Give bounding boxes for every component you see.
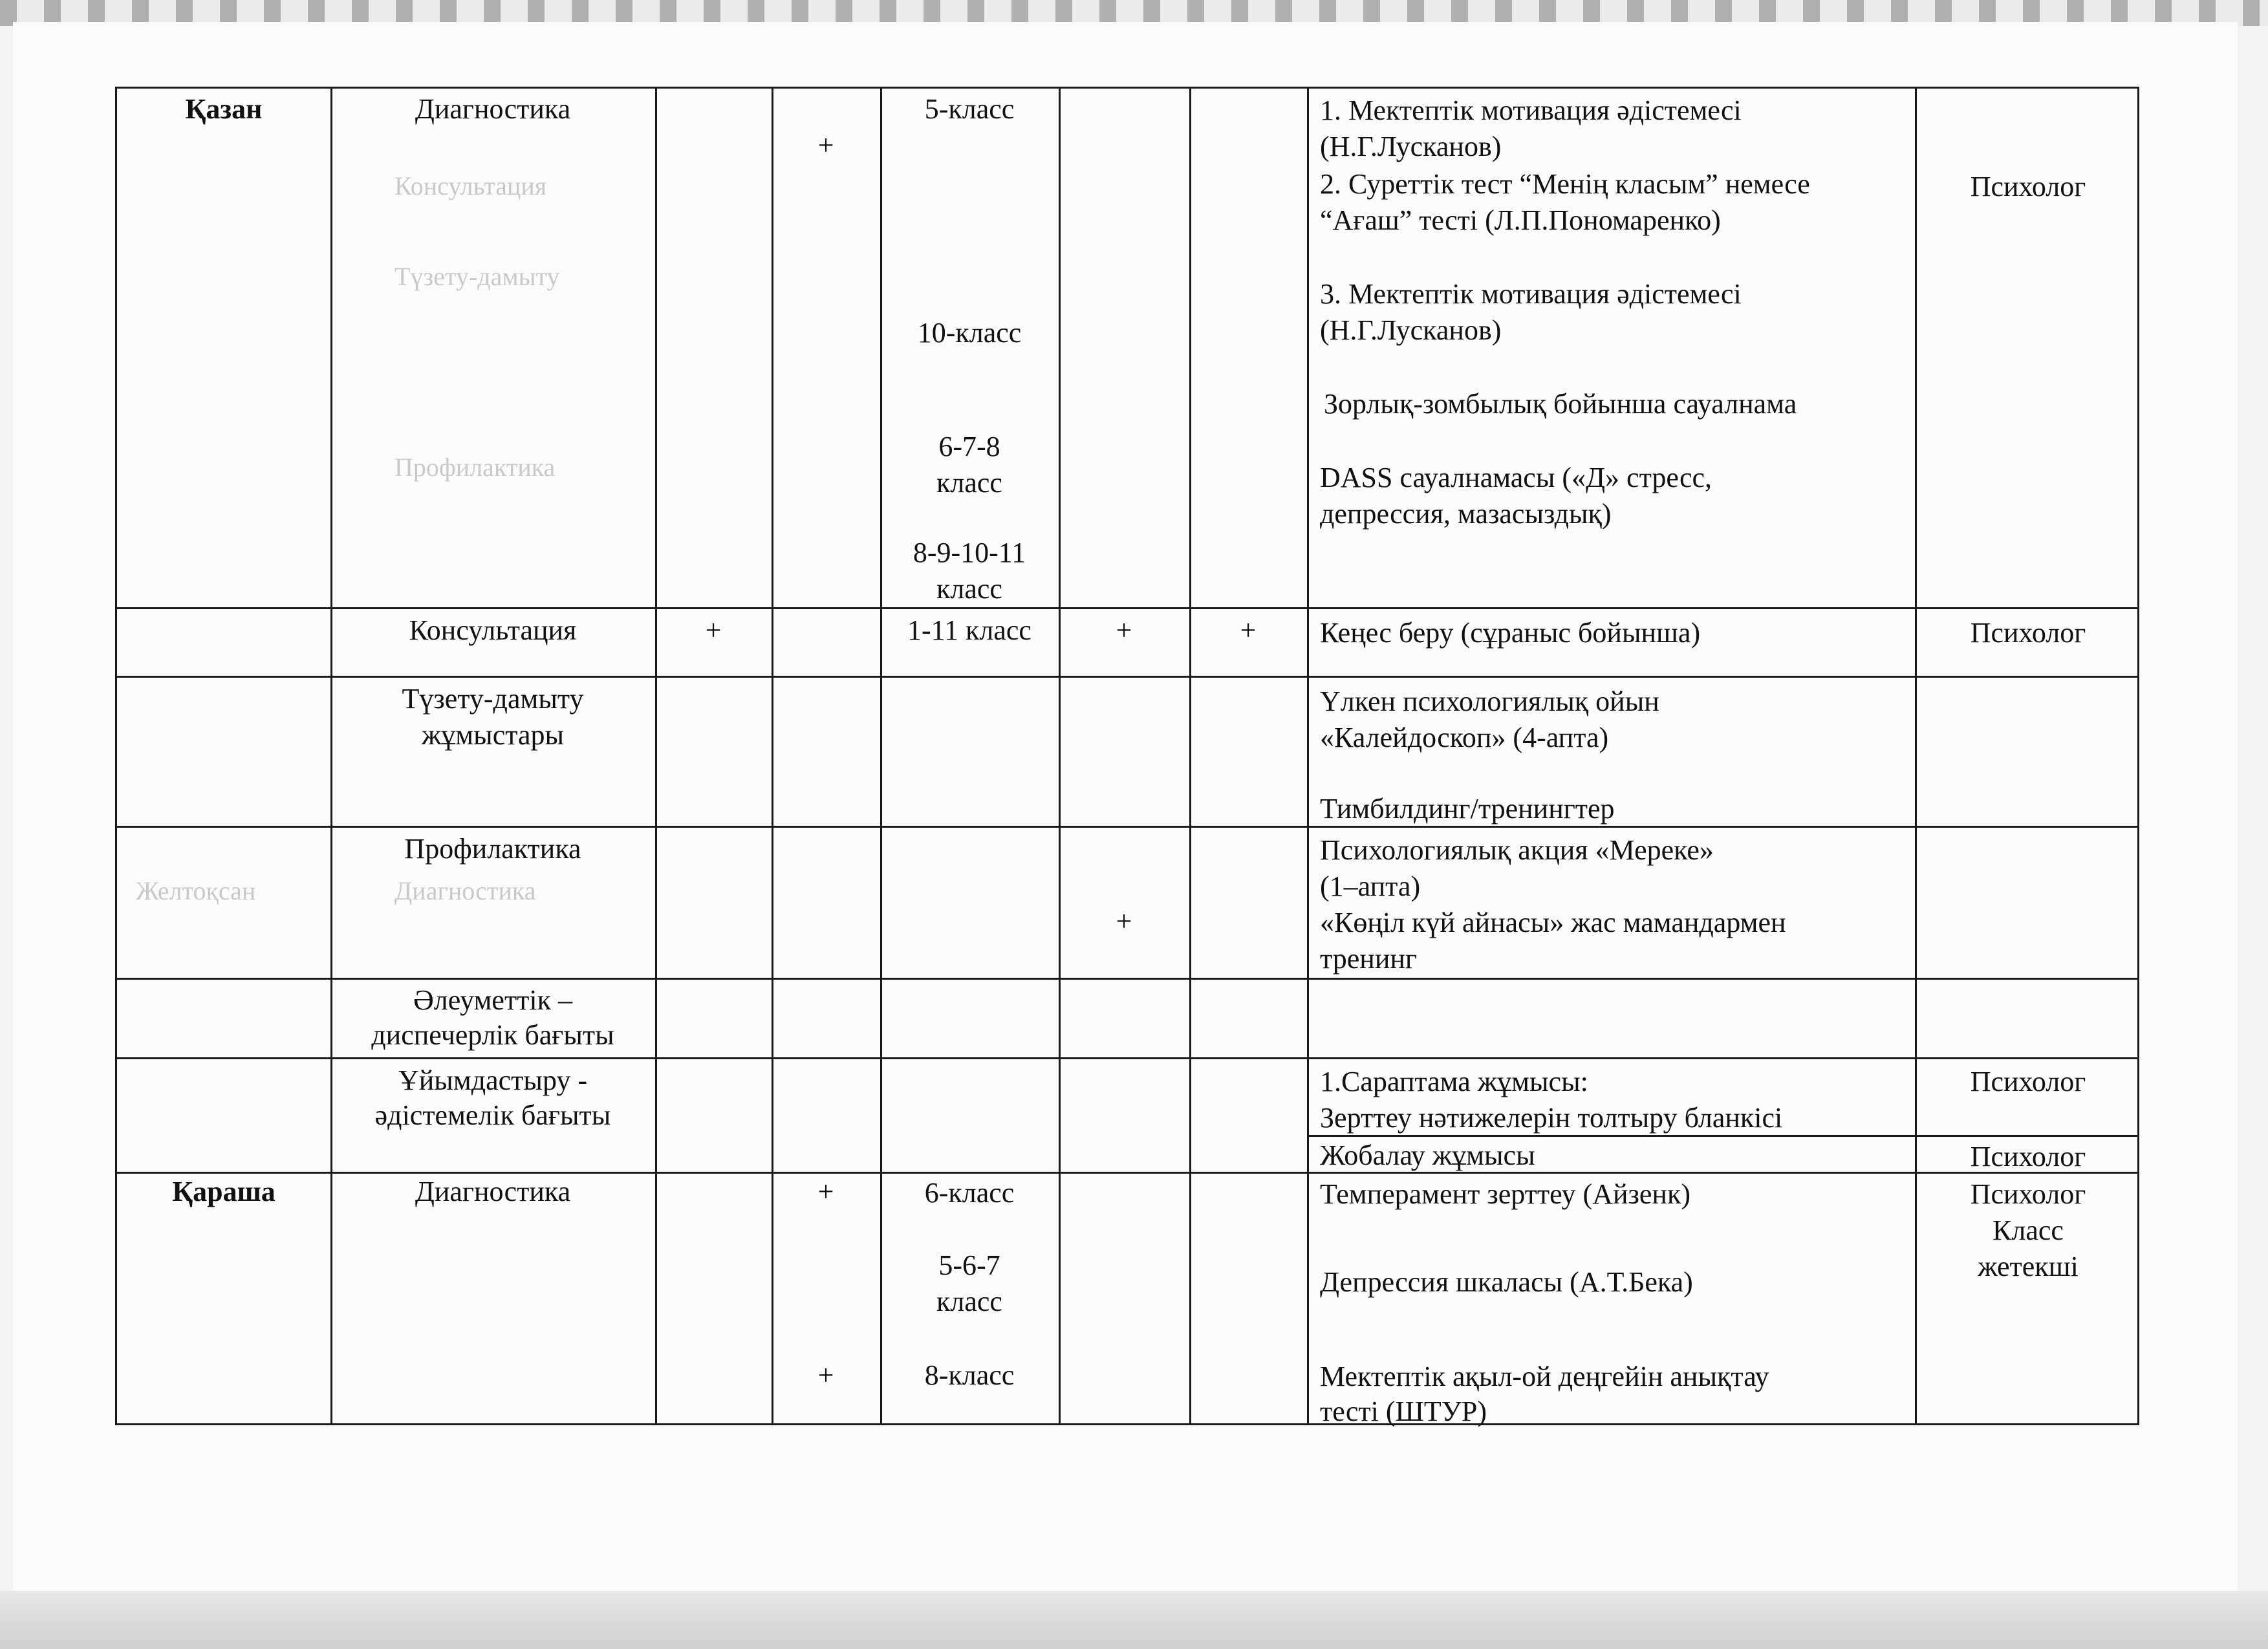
content-line: «Калейдоскоп» (4-апта) [1320, 722, 1609, 753]
class-value: 8-класс [924, 1359, 1015, 1391]
direction-correction: жұмыстары [421, 719, 565, 751]
content-line: Мектептік ақыл-ой деңгейін анықтау [1320, 1361, 1769, 1392]
content-line: Тимбилдинг/тренингтер [1320, 793, 1615, 824]
content-line: (1–апта) [1320, 870, 1421, 902]
direction-consultation: Консультация [409, 614, 577, 646]
plus-mark: + [705, 614, 722, 646]
content-line: депрессия, мазасыздық) [1320, 498, 1612, 530]
content-line: (Н.Г.Лусканов) [1320, 131, 1502, 162]
plus-mark: + [1116, 905, 1132, 937]
content-line: Темперамент зерттеу (Айзенк) [1320, 1178, 1691, 1210]
content-line: DASS сауалнамасы («Д» стресс, [1320, 462, 1712, 493]
row-divider [117, 978, 2137, 980]
direction-diagnostics: Диагностика [415, 93, 571, 125]
responsible: Психолог [1970, 1141, 2086, 1172]
direction-prevention: Профилактика [404, 833, 581, 865]
plus-mark: + [1240, 614, 1257, 646]
plus-mark: + [817, 1359, 834, 1391]
responsible: Психолог [1970, 171, 2086, 202]
content-line: Психологиялық акция «Мереке» [1320, 834, 1714, 866]
bleed-through-text: Диагностика [394, 876, 536, 905]
column-divider [880, 89, 882, 1423]
content-line: Зерттеу нәтижелерін толтыру бланкісі [1320, 1102, 1783, 1134]
bleed-through-text: Түзету-дамыту [394, 262, 560, 291]
month-november: Қараша [172, 1176, 275, 1207]
responsible: Психолог [1970, 1178, 2086, 1210]
content-line: «Көңіл күй айнасы» жас мамандармен [1320, 907, 1786, 938]
plus-mark: + [1116, 614, 1132, 646]
content-line: Кеңес беру (сұраныс бойынша) [1320, 617, 1701, 649]
plus-mark: + [817, 129, 834, 161]
content-line: 2. Суреттік тест “Менің класым” немесе [1320, 168, 1810, 200]
class-value: 5-6-7 [938, 1249, 1000, 1281]
responsible: Психолог [1970, 1066, 2086, 1097]
responsible: жетекші [1978, 1251, 2079, 1282]
bleed-through-text: Консультация [394, 171, 547, 200]
content-line: (Н.Г.Лусканов) [1320, 314, 1502, 346]
content-line: Жобалау жұмысы [1320, 1139, 1535, 1171]
content-line: Зорлық-зомбылық бойынша сауалнама [1324, 388, 1797, 420]
class-value: 8-9-10-11 [913, 537, 1026, 568]
responsible: Психолог [1970, 617, 2086, 649]
direction-organizational: әдістемелік бағыты [374, 1099, 611, 1131]
content-line: тренинг [1320, 943, 1417, 975]
row-divider [117, 607, 2137, 609]
responsible: Класс [1993, 1214, 2064, 1246]
direction-correction: Түзету-дамыту [402, 683, 584, 715]
content-line: “Ағаш” тесті (Л.П.Пономаренко) [1320, 204, 1721, 236]
plus-mark: + [817, 1176, 834, 1207]
class-value: 10-класс [917, 317, 1022, 349]
class-value: класс [936, 573, 1002, 605]
row-divider [117, 676, 2137, 678]
class-value: класс [936, 1286, 1002, 1317]
column-divider [1059, 89, 1061, 1423]
class-value: 6-7-8 [938, 431, 1000, 462]
content-line: 3. Мектептік мотивация әдістемесі [1320, 278, 1742, 310]
column-divider [772, 89, 773, 1423]
column-divider [1307, 89, 1309, 1423]
row-divider [117, 826, 2137, 828]
content-line: Үлкен психологиялық ойын [1320, 685, 1659, 717]
row-divider [117, 1057, 2137, 1059]
content-line: Депрессия шкаласы (А.Т.Бека) [1320, 1266, 1693, 1298]
column-divider [1189, 89, 1191, 1423]
class-value: 5-класс [924, 93, 1015, 125]
class-value: 1-11 класс [907, 614, 1031, 646]
bleed-through-text: Профилактика [394, 453, 556, 482]
column-divider [330, 89, 332, 1423]
class-value: 6-класс [924, 1177, 1015, 1209]
month-october: Қазан [185, 93, 263, 125]
content-line: 1.Сараптама жұмысы: [1320, 1066, 1588, 1097]
bleed-through-text: Желтоқсан [136, 876, 256, 905]
page-edge-shadow [0, 1591, 2268, 1649]
direction-organizational: Ұйымдастыру - [398, 1064, 588, 1096]
work-plan-table [115, 87, 2139, 1425]
class-value: класс [936, 467, 1002, 499]
direction-diagnostics: Диагностика [415, 1176, 571, 1207]
column-divider [1915, 89, 1917, 1423]
column-divider [655, 89, 657, 1423]
content-line: тесті (ШТУР) [1320, 1396, 1487, 1427]
direction-social: диспечерлік бағыты [371, 1019, 614, 1051]
content-line: 1. Мектептік мотивация әдістемесі [1320, 94, 1742, 126]
direction-social: Әлеуметтік – [413, 984, 573, 1016]
